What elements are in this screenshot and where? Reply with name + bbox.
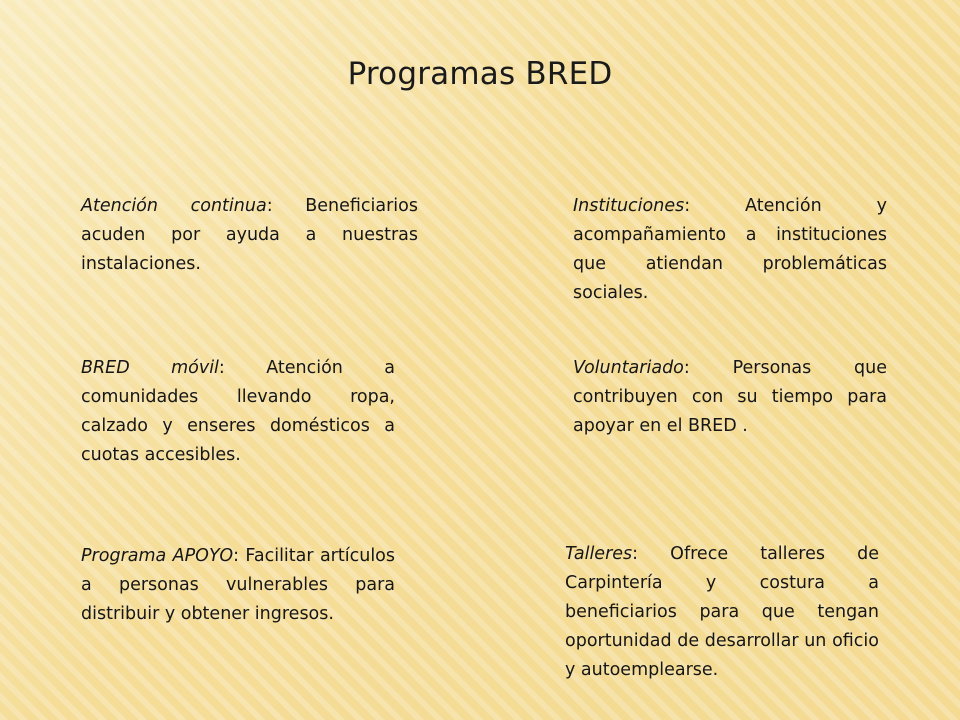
- program-apoyo: [81, 542, 395, 629]
- program-term: Atención continua: [81, 196, 267, 216]
- program-term: Voluntariado: [573, 358, 684, 378]
- program-bred-movil: [81, 354, 395, 470]
- program-description: : Beneficiarios acuden por ayuda a nuestras instalaciones.: [81, 196, 418, 274]
- slide-title: Programas BRED: [347, 56, 613, 92]
- program-term: BRED móvil: [81, 358, 219, 378]
- program-term: Instituciones: [573, 196, 685, 216]
- program-description: : Ofrece talleres de Carpintería y costura a beneficiarios para que tengan oportunidad de desarrollar un oficio y autoemplearse.: [565, 544, 879, 680]
- program-voluntariado: [573, 354, 887, 441]
- program-description: : Atención a comunidades llevando ropa, calzado y enseres domésticos a cuotas accesibles.: [81, 358, 395, 465]
- program-instituciones: [573, 192, 887, 308]
- program-talleres: [565, 540, 879, 685]
- program-description: : Atención y acompañamiento a instituciones que atiendan problemáticas sociales.: [573, 196, 887, 303]
- program-term: Talleres: [565, 544, 633, 564]
- program-atencion-continua: [81, 192, 418, 279]
- program-description: : Facilitar artículos a personas vulnerables para distribuir y obtener ingresos.: [81, 546, 395, 624]
- program-description: : Personas que contribuyen con su tiempo para apoyar en el BRED .: [573, 358, 887, 436]
- program-term: Programa APOYO: [81, 546, 234, 566]
